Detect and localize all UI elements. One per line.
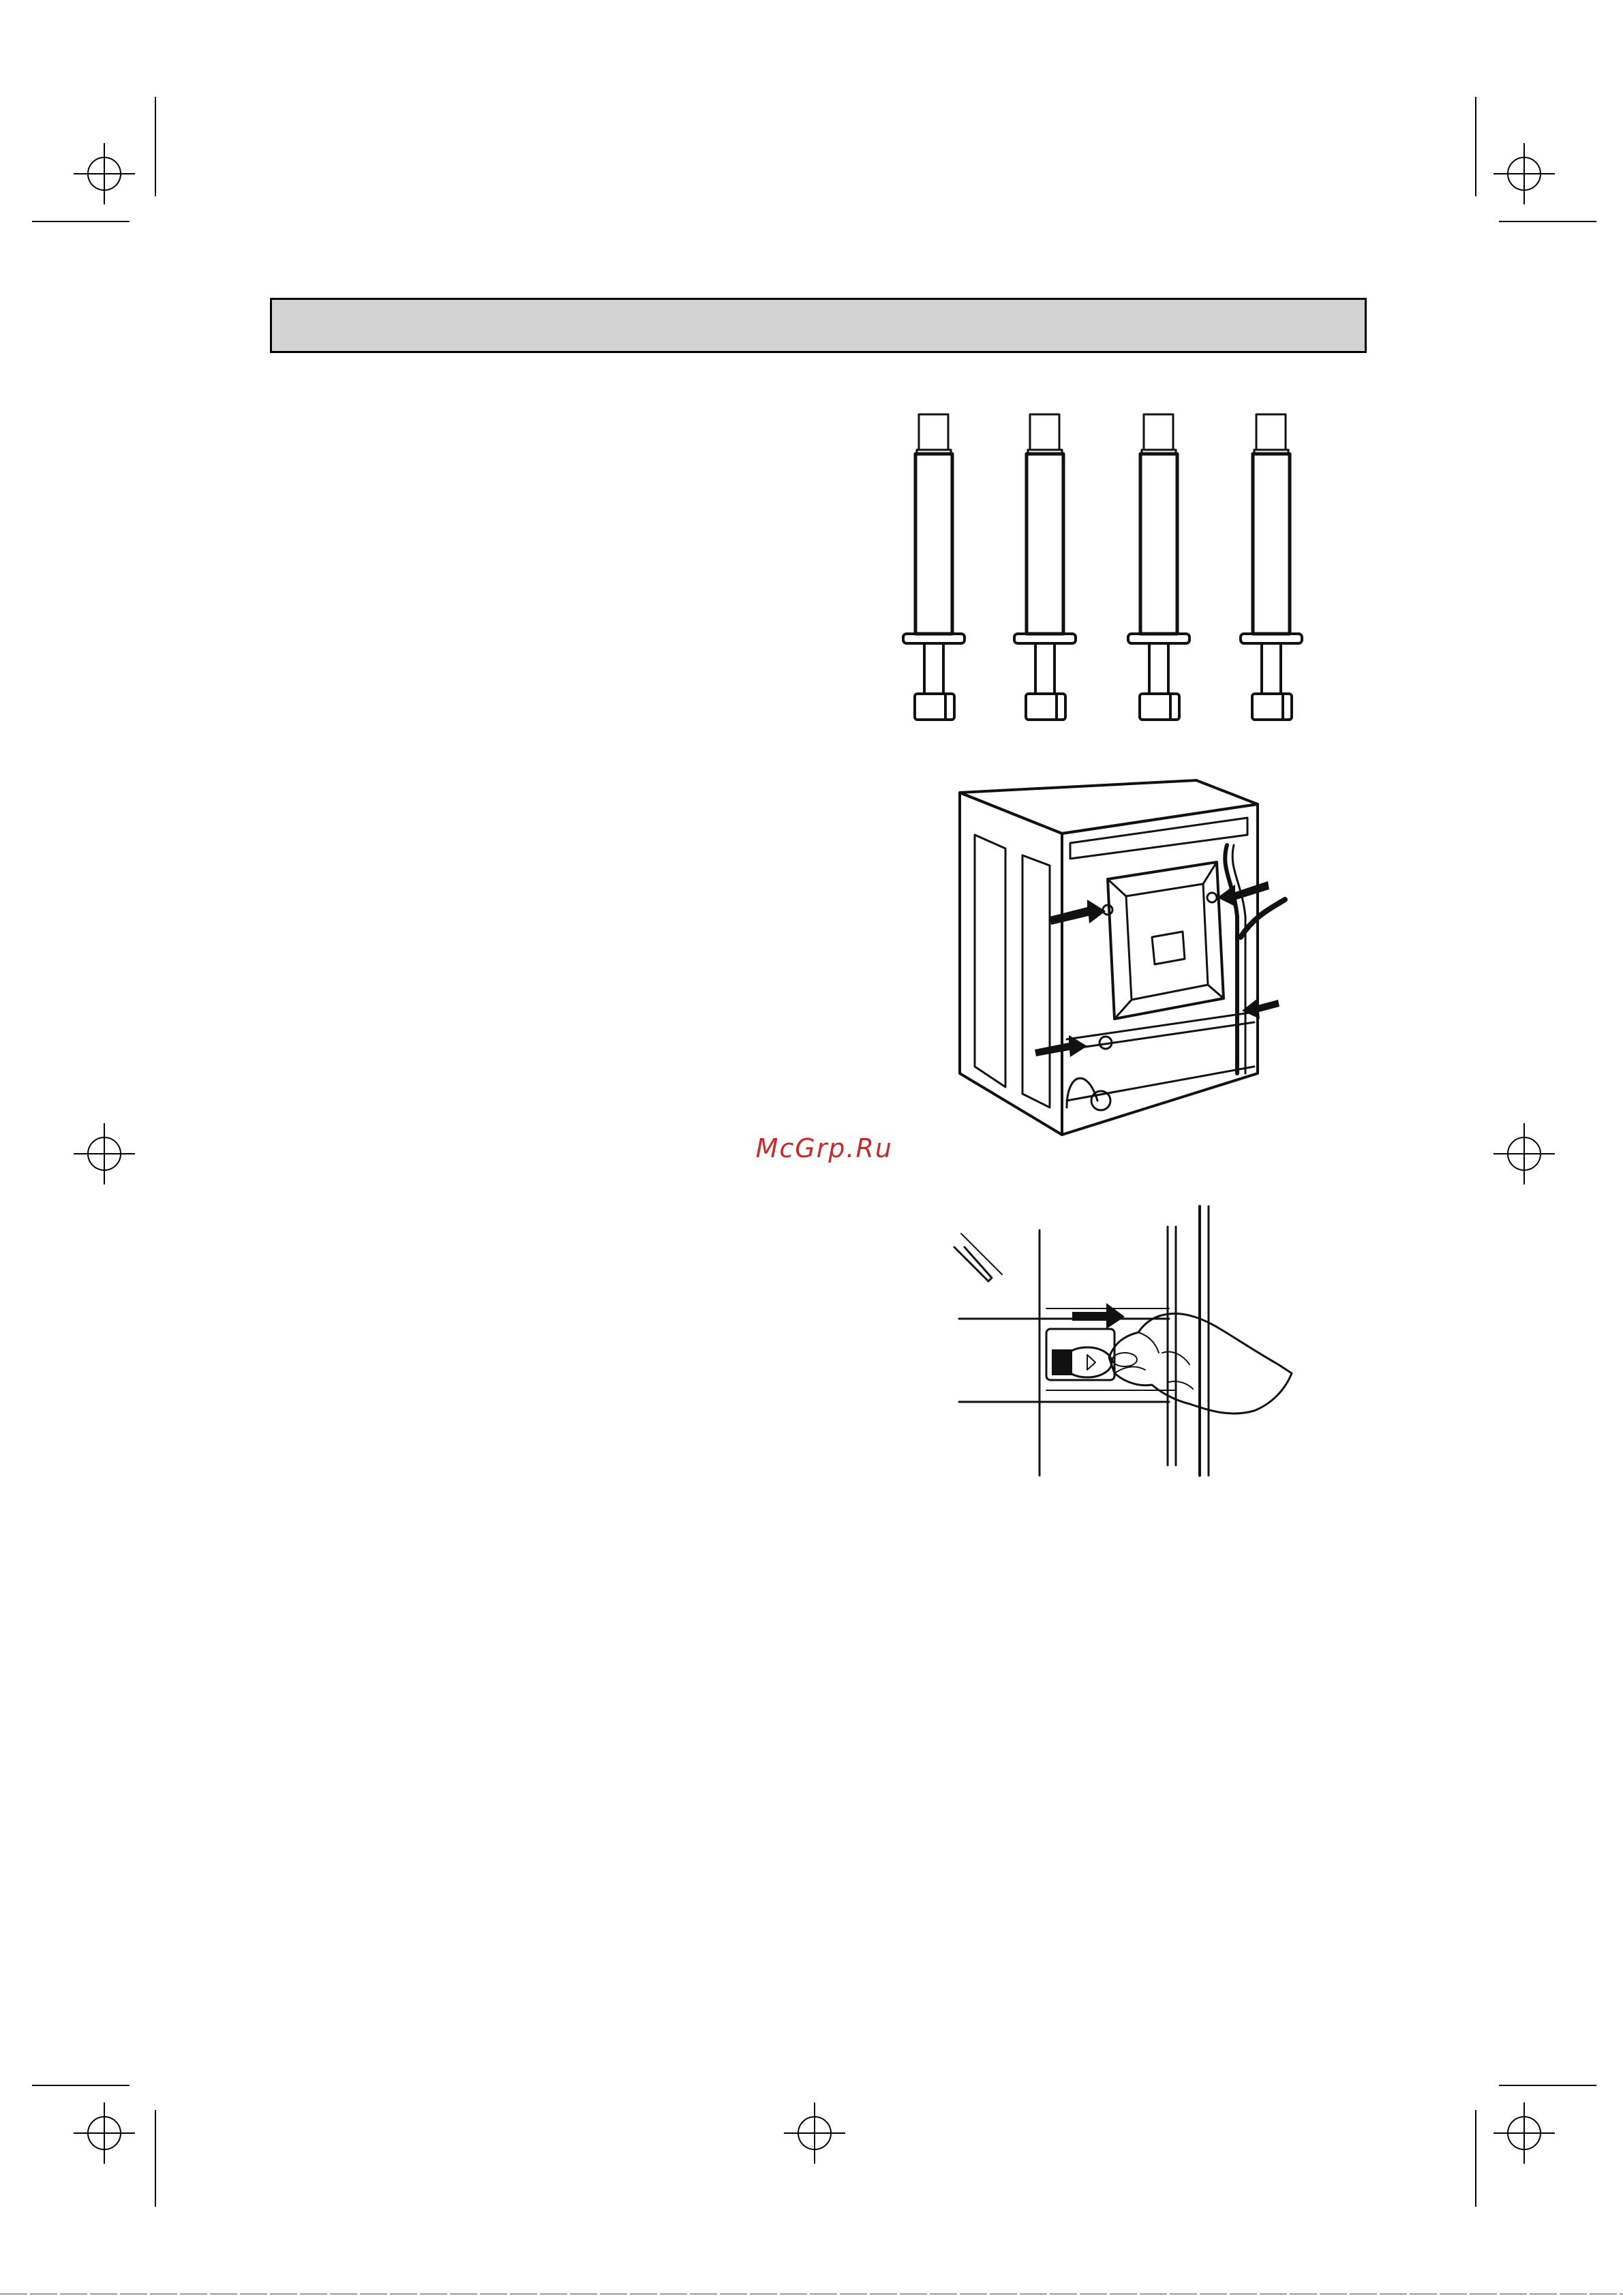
section-header-bar (270, 298, 1367, 353)
bolt-1 (903, 414, 965, 720)
machine-rear-bolts-illustration (947, 780, 1302, 1148)
bolt-3 (1128, 414, 1189, 720)
bolt-4 (1241, 414, 1302, 720)
transport-bolts-illustration (896, 405, 1350, 729)
arrow-right-icon (1072, 1303, 1125, 1329)
slide-cover-hand-illustration (951, 1206, 1305, 1475)
arrow-icon (1050, 900, 1106, 925)
watermark-logo: McGrp.Ru (755, 1133, 893, 1163)
bolt-2 (1014, 414, 1076, 720)
arrow-icon (1242, 998, 1279, 1019)
